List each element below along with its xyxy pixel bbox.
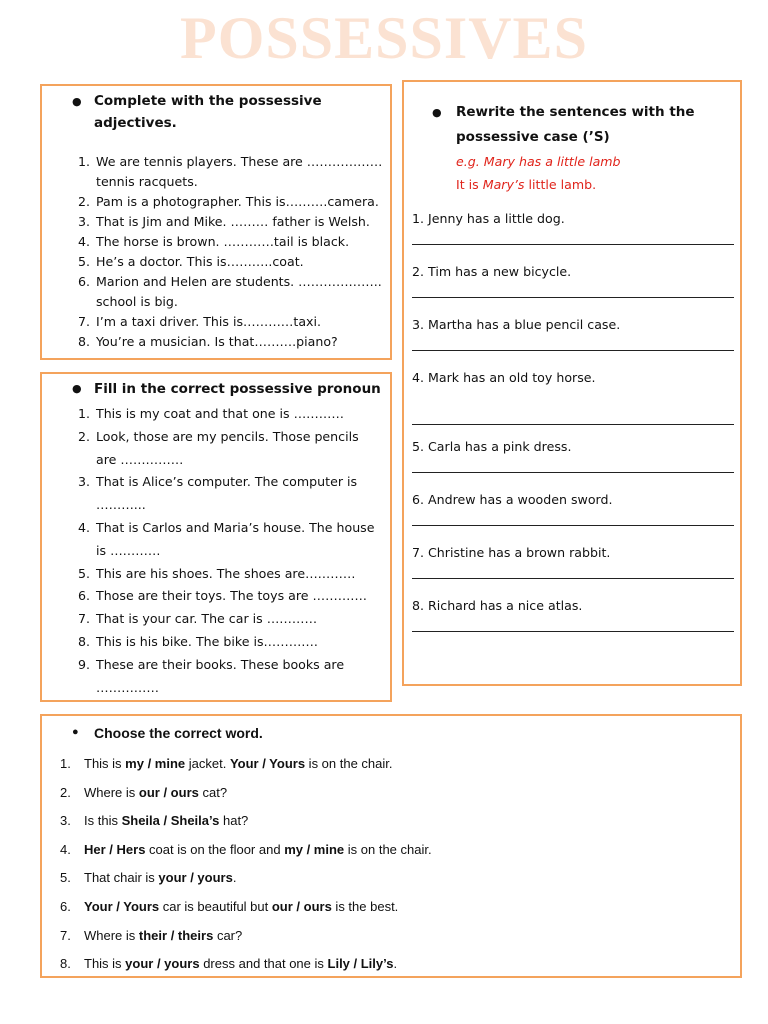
sentence-part: This is [84,756,126,771]
sentence-item: 2. Tim has a new bicycle. [412,264,572,279]
item-text-continued: tennis racquets. [96,174,198,189]
sentence-part: car is beautiful but [159,899,272,914]
item-number: 8. [77,633,90,649]
section-choose-word [40,714,742,978]
word-choice[interactable]: my / mine [284,841,345,857]
sentence-item: 7. Christine has a brown rabbit. [412,545,611,560]
sentence-item: 6. Andrew has a wooden sword. [412,492,613,507]
item-number: 3. [77,214,90,229]
item-number: 6. [77,274,90,289]
list-item [77,426,386,472]
sentence-part: coat is on the floor and [145,841,285,857]
list-item [77,272,386,312]
sentence-part: hat? [219,813,249,829]
item-number: 7. [77,611,90,627]
item-text-continued: school is big. [96,294,178,309]
answer-line[interactable] [412,525,734,526]
page-title: POSSESSIVES [180,5,588,71]
item-number: 7. [77,314,90,329]
sentence-part: jacket. [185,756,230,771]
answer-line[interactable] [412,244,734,245]
word-choice[interactable]: Lily / Lily’s [327,956,394,972]
item-text-continued: ………... [96,497,146,513]
list-item [77,631,386,654]
answer-line[interactable] [412,631,734,632]
answer-line[interactable] [412,350,734,351]
item-text [84,785,227,800]
item-text-continued: …………… [96,679,159,695]
list-item [77,654,386,700]
word-choice[interactable]: our / ours [138,784,199,800]
sentence-item: 1. Jenny has a little dog. [412,211,565,226]
word-choice[interactable]: their / theirs [138,927,214,943]
item-text: We are tennis players. These are ……………… [96,154,383,169]
sentence-part: is on the chair. [305,756,393,771]
item-number: 5. [77,254,90,269]
item-text-continued: are …………… [96,451,184,467]
list-item [77,471,386,517]
sentence-part: . [232,870,237,886]
item-number: 3. [77,474,90,490]
item-number: 2. [60,784,71,800]
item-text: I’m a taxi driver. This is…………taxi. [96,314,322,329]
word-choice[interactable]: your / yours [125,956,200,972]
word-choice[interactable]: my / mine [125,756,186,771]
item-text [84,870,236,885]
item-number: 8. [60,956,71,972]
item-text: That is Carlos and Maria’s house. The house [96,519,375,535]
list-item [77,232,386,252]
word-choice[interactable]: Your / Yours [84,899,160,914]
section-heading: Choose the correct word. [94,725,263,741]
sentence-part: Where is [84,784,139,800]
answer-line[interactable] [412,297,734,298]
sentence-part: cat? [198,784,228,800]
list-item [77,403,386,426]
item-text: This are his shoes. The shoes are………… [96,565,356,581]
sentence-item: 5. Carla has a pink dress. [412,439,572,454]
example-text: e.g. Mary has a little lamb It is Mary’s little lamb. [456,154,621,192]
item-text: The horse is brown. …………tail is black. [96,234,350,249]
list-item [77,192,386,212]
list-item [77,332,386,352]
bullet-icon: ● [72,95,82,108]
sentence-part: is on the chair. [344,841,432,857]
bullet-icon: ● [72,726,79,738]
word-choice[interactable]: your / yours [158,870,233,886]
item-text [84,813,248,828]
exercise-list [77,403,386,699]
item-text [84,928,242,943]
sentence-part: is the best. [331,899,399,914]
word-choice[interactable]: Her / Hers [84,841,146,857]
item-text: Those are their toys. The toys are …………. [96,588,367,604]
sentence-part: dress and that one is [199,956,328,972]
item-number: 1. [77,406,90,421]
item-text: That is Jim and Mike. ……… father is Welsh. [96,214,370,229]
item-number: 1. [60,756,71,771]
item-number: 1. [77,154,90,169]
item-number: 9. [77,656,90,672]
item-text: That is your car. The car is ………… [96,611,318,627]
sentence-item: 3. Martha has a blue pencil case. [412,317,621,332]
bullet-icon: ● [72,382,82,395]
item-text: Pam is a photographer. This is……….camera. [96,194,379,209]
section-heading: Complete with the possessive adjectives. [94,93,322,131]
sentence-item: 4. Mark has an old toy horse. [412,370,596,385]
item-number: 6. [77,588,90,604]
item-text [84,756,393,771]
sentence-part: Is this [84,813,122,829]
section-possessive-adjectives [40,84,392,360]
section-possessive-case [402,80,742,686]
item-number: 3. [60,813,71,829]
list-item [77,517,386,563]
section-possessive-pronouns [40,372,392,702]
list-item [77,585,386,608]
item-text: He’s a doctor. This is………..coat. [96,254,304,269]
item-number: 4. [60,841,71,857]
bullet-icon: ● [432,106,442,119]
sentence-part: This is [84,956,126,972]
item-text: This is his bike. The bike is…………. [96,633,318,649]
item-number: 2. [77,194,90,209]
item-text: This is my coat and that one is ………… [96,406,344,421]
item-text: You’re a musician. Is that……….piano? [96,334,338,349]
item-number: 5. [77,565,90,581]
item-number: 7. [60,927,71,943]
exercise-list [77,152,386,352]
list-item [77,608,386,631]
item-number: 5. [60,870,71,886]
item-text: Look, those are my pencils. Those pencils [96,428,359,444]
sentence-part: car? [213,927,243,943]
sentence-part: . [393,956,398,972]
item-text-continued: is ………… [96,542,161,558]
word-choice[interactable]: Sheila / Sheila’s [121,813,220,829]
item-number: 4. [77,234,90,249]
sentence-item: 8. Richard has a nice atlas. [412,598,583,613]
sentence-part: That chair is [84,870,159,886]
item-number: 4. [77,519,90,535]
list-item [77,563,386,586]
item-text [84,899,398,914]
section-heading: Fill in the correct possessive pronoun [94,381,381,397]
item-number: 8. [77,334,90,349]
list-item [77,212,386,232]
answer-line[interactable] [412,578,734,579]
answer-line[interactable] [412,472,734,473]
item-number: 2. [77,428,90,444]
item-text: Marion and Helen are students. ……………….. [96,274,382,289]
sentence-part: Where is [84,927,139,943]
item-number: 6. [60,899,71,914]
item-text: That is Alice’s computer. The computer is [96,474,358,490]
item-text [84,842,432,857]
section-heading: Rewrite the sentences with the possessive case (’S) [456,104,695,145]
item-text: These are their books. These books are [96,656,345,672]
list-item [77,252,386,272]
item-text [84,956,397,971]
list-item [77,152,386,192]
word-choice[interactable]: our / ours [271,899,332,914]
list-item [77,312,386,332]
answer-line[interactable] [412,424,734,425]
word-choice[interactable]: Your / Yours [229,756,306,771]
